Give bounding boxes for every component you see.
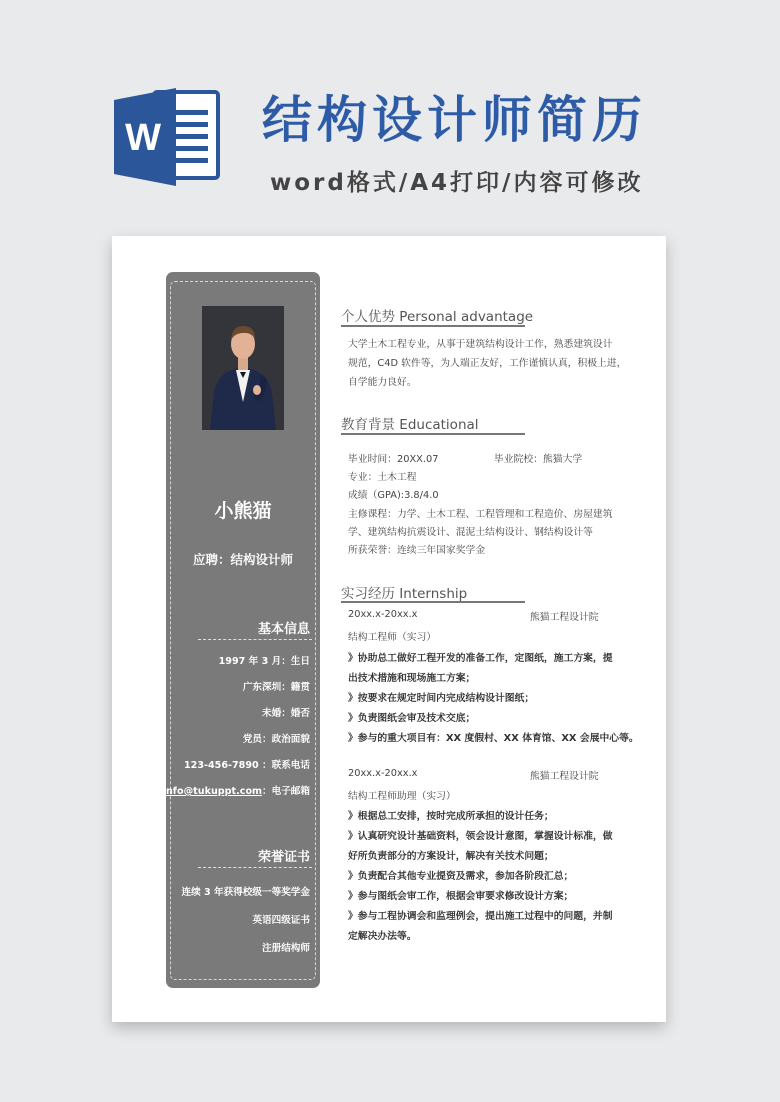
- basic-info-divider: [198, 639, 312, 640]
- job-date: 20xx.x-20xx.x: [348, 768, 418, 779]
- resume-page: [112, 236, 666, 1022]
- info-birthday: 1997 年 3 月：生日: [218, 656, 310, 667]
- advantage-line: 自学能力良好。: [348, 377, 417, 388]
- job-duty: 》负责配合其他专业提资及需求，参加各阶段汇总；: [348, 871, 574, 882]
- job-duty: 》按要求在规定时间内完成结构设计图纸；: [348, 693, 535, 704]
- email-link[interactable]: info@tukuppt.com: [162, 786, 263, 797]
- job-company: 熊猫工程设计院: [530, 771, 599, 782]
- edu-major: 专业：土木工程: [348, 472, 417, 483]
- page-title: 结构设计师简历: [262, 91, 647, 149]
- candidate-name: 小熊猫: [214, 500, 272, 522]
- info-political: 党员：政治面貌: [242, 734, 310, 745]
- job-duty: 》参与工程协调会和监理例会，提出施工过程中的问题，并制: [348, 911, 613, 922]
- edu-honor: 所获荣誉：连续三年国家奖学金: [348, 545, 486, 556]
- job-duty: 》参与图纸会审工作，根据会审要求修改设计方案；: [348, 891, 574, 902]
- job-duty: 出技术措施和现场施工方案；: [348, 673, 476, 684]
- education-heading: 教育背景 Educational: [341, 417, 479, 433]
- job-date: 20xx.x-20xx.x: [348, 609, 418, 620]
- internship-heading: 实习经历 Internship: [341, 586, 468, 602]
- edu-school: 毕业院校：熊猫大学: [494, 454, 583, 465]
- advantage-heading: 个人优势 Personal advantage: [341, 309, 534, 325]
- resume-sidebar: [162, 272, 320, 988]
- honor-item: 注册结构师: [262, 943, 310, 954]
- edu-graduation-time: 毕业时间：20XX.07: [348, 454, 439, 465]
- profile-photo: [202, 306, 284, 430]
- internship-divider: [341, 601, 525, 603]
- honors-divider: [198, 867, 312, 868]
- basic-info-heading: 基本信息: [257, 622, 310, 637]
- honors-heading: 荣誉证书: [257, 850, 310, 865]
- job-applied: 应聘：结构设计师: [192, 552, 293, 567]
- job-company: 熊猫工程设计院: [530, 612, 599, 623]
- page-subtitle: word格式/A4打印/内容可修改: [270, 170, 644, 196]
- job-duty: 定解决办法等。: [348, 931, 417, 942]
- job-duty: 》根据总工安排，按时完成所承担的设计任务；: [348, 811, 554, 822]
- education-divider: [341, 433, 525, 435]
- edu-courses: 主修课程：力学、土木工程、工程管理和工程造价、房屋建筑: [348, 509, 613, 520]
- advantage-divider: [341, 325, 525, 327]
- honor-item: 英语四级证书: [252, 915, 310, 926]
- word-logo-letter: W: [125, 117, 161, 159]
- info-email: [163, 783, 310, 797]
- job-role: 结构工程师助理（实习）: [348, 791, 456, 802]
- job-duty: 》参与的重大项目有：XX 度假村、XX 体育馆、XX 会展中心等。: [348, 733, 639, 744]
- edu-courses-cont: 学、建筑结构抗震设计、混泥土结构设计、钢结构设计等: [348, 527, 593, 538]
- info-marital: 未婚：婚否: [262, 708, 310, 719]
- email-label: ：电子邮箱: [262, 786, 310, 797]
- job-duty: 》认真研究设计基础资料，领会设计意图，掌握设计标准，做: [348, 831, 613, 842]
- job-role: 结构工程师（实习）: [348, 632, 437, 643]
- edu-gpa: 成绩（GPA):3.8/4.0: [348, 490, 439, 501]
- word-icon: [112, 82, 220, 190]
- job-duty: 》协助总工做好工程开发的准备工作，定图纸，施工方案，提: [348, 653, 613, 664]
- job-duty: 》负责图纸会审及技术交底；: [348, 713, 476, 724]
- info-hometown: 广东深圳：籍贯: [242, 682, 310, 693]
- job-duty: 好所负责部分的方案设计，解决有关技术问题；: [348, 851, 554, 862]
- advantage-line: 大学土木工程专业，从事于建筑结构设计工作，熟悉建筑设计: [348, 339, 613, 350]
- info-phone: 123-456-7890 ：联系电话: [183, 760, 310, 771]
- honor-item: 连续 3 年获得校级一等奖学金: [181, 887, 310, 898]
- advantage-line: 规范，C4D 软件等，为人端正友好，工作谨慎认真，积极上进，: [348, 358, 627, 369]
